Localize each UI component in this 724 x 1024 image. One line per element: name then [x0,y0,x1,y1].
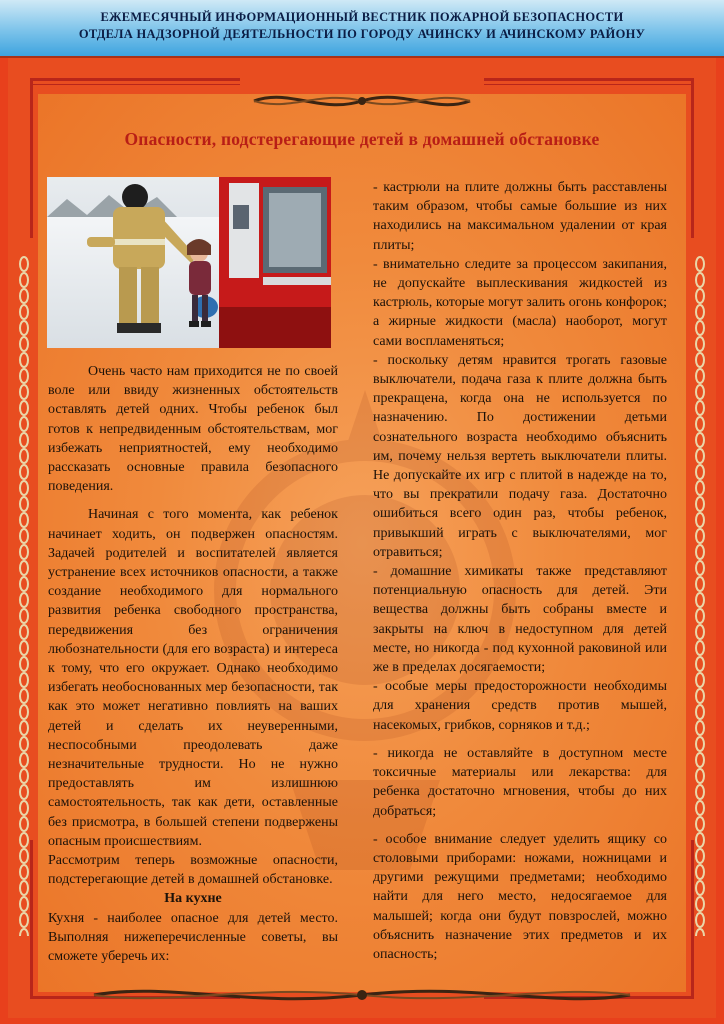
list-item: - никогда не оставляйте в доступном месте токсичные материалы или лекарства: для ребенка достаточно мгновения, чтобы до них добраться; [373,745,667,819]
frame-rule [30,840,33,999]
chain-border-left [18,256,30,936]
frame-rule [30,78,33,238]
list-item: - поскольку детям нравится трогать газовые выключатели, подача газа к плите должна быть прекращена, когда она не используется по назначению. По достижении детьми сознательного возраста необходимо объяснить им, почему нельзя вертеть выключатели плиты. Не допускайте их игр с плитой в надежде на то, что вы прекратили подачу газа. Достаточно ошибиться всего один раз, чтобы ребенок, привыкший играть с выключателями, мог отравиться; [373,352,667,560]
bulletin-header [0,0,724,58]
paragraph: Рассмотрим теперь возможные опасности, подстерегающие детей в домашней обстановке. [48,853,338,888]
kitchen-subheading: На кухне [164,891,222,907]
paragraph: Начиная с того момента, как ребенок начинает ходить, он подвержен опасностям. Задачей родителей и воспитателей является устранение всех источников опасности, а также создание необходимого для нормального развития ребенка свободного пространства, передвижения без ограничения любознательности (для его возраста) и интереса к тому, что его окружает. Однако необходимо избегать необоснованных мер безопасности, так как это может негативно повлиять на ваших детей и сделать их неуверенными, неспособными преодолевать даже незначительные трудности. Но не нужно предоставлять им излишнюю самостоятельность, так как дети, оставленные без присмотра, в большей степени подвержены опасным происшествиям. [48,507,338,849]
frame-rule [30,78,240,81]
frame-rule [484,78,694,81]
list-item: - домашние химикаты также представляют потенциальную опасность для детей. Эти вещества должны быть собраны вместе и закрыты на ключ в недоступном для детей месте, но никогда - под кухонной раковиной или же в пределах досягаемости; [373,564,667,676]
list-item: - внимательно следите за процессом закипания, не допускайте выплескивания жидкостей из кастрюль, которые могут залить огонь конфорок; а жирные жидкости (масла) наоборот, могут сами воспламеняться; [373,256,667,349]
frame-rule [691,78,694,238]
chain-border-right [694,256,706,936]
paragraph: Очень часто нам приходится не по своей воле или ввиду жизненных обстоятельств оставлять детей одних. Чтобы ребенок был готов к непредвиденным обстоятельствам, мог избежать неприятностей, ему необходимо рассказать основные правила безопасного поведения. [48,364,338,495]
header-line-1: ЕЖЕМЕСЯЧНЫЙ ИНФОРМАЦИОННЫЙ ВЕСТНИК ПОЖАРНОЙ БЕЗОПАСНОСТИ [100,10,624,24]
firefighter-with-child-image [47,177,331,348]
paragraph: Кухня - наиболее опасное для детей место. Выполняя нижеперечисленные советы, вы сможете уберечь их: [48,910,338,965]
article-title: Опасности, подстерегающие детей в домашней обстановке [124,129,600,149]
right-column [373,178,667,964]
header-line-2: ОТДЕЛА НАДЗОРНОЙ ДЕЯТЕЛЬНОСТИ ПО ГОРОДУ АЧИНСКУ И АЧИНСКОМУ РАЙОНУ [78,27,646,41]
scroll-ornament-bottom [90,980,634,1010]
scroll-ornament-top [250,86,474,116]
list-item: - особые меры предосторожности необходимы для хранения средств против мышей, насекомых, грибков, сорняков и т.д.; [373,679,667,733]
frame-rule [484,84,694,85]
list-item: - особое внимание следует уделить ящику со столовыми приборами: ножами, ножницами и другими режущими предметами; необходимо найти для него место, недосягаемое для малышей; когда они будут повзрослей, можно объяснить назначение этих предметов и их опасность; [373,831,667,962]
article-photo [47,177,331,348]
left-column [48,362,338,966]
list-item: - кастрюли на плите должны быть расставлены таким образом, чтобы самые большие из них находились на максимальном удалении от края плиты; [373,180,667,253]
frame-rule [30,84,240,85]
